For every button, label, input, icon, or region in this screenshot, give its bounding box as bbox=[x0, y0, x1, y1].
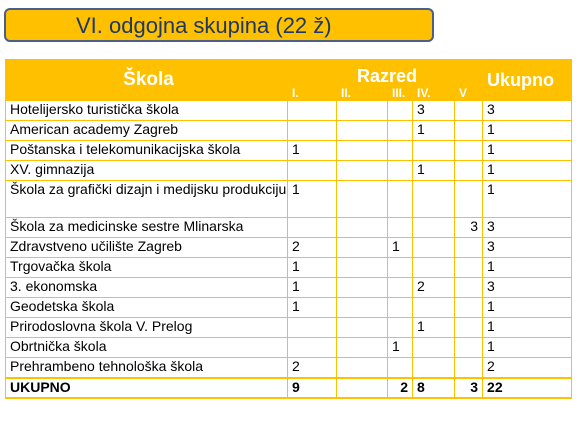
totals-row bbox=[6, 378, 572, 398]
grade-2-count bbox=[337, 141, 388, 161]
grade-5-count: 3 bbox=[455, 218, 483, 238]
school-name: Obrtnička škola bbox=[6, 338, 288, 358]
grade-4-count: 1 bbox=[413, 121, 455, 141]
table-row bbox=[6, 258, 572, 278]
row-total: 1 bbox=[483, 258, 572, 278]
school-name: Hotelijersko turistička škola bbox=[6, 101, 288, 121]
row-total: 1 bbox=[483, 318, 572, 338]
school-name: Poštanska i telekomunikacijska škola bbox=[6, 141, 288, 161]
grade-5-count bbox=[455, 101, 483, 121]
grade-5-count bbox=[455, 318, 483, 338]
grade-2-count bbox=[337, 258, 388, 278]
grade-3-count: 1 bbox=[388, 238, 413, 258]
school-name: Škola za medicinske sestre Mlinarska bbox=[6, 218, 288, 238]
table-row bbox=[6, 358, 572, 378]
table-row bbox=[6, 238, 572, 258]
total-grade-4: 8 bbox=[413, 378, 455, 398]
row-total: 3 bbox=[483, 238, 572, 258]
row-total: 3 bbox=[483, 218, 572, 238]
grade-3-count bbox=[388, 121, 413, 141]
grade-2-count bbox=[337, 318, 388, 338]
grade-3-count bbox=[388, 258, 413, 278]
grade-2-count bbox=[337, 181, 388, 218]
grade-3-count bbox=[388, 181, 413, 218]
school-name: Prehrambeno tehnološka škola bbox=[6, 358, 288, 378]
total-grade-2 bbox=[337, 378, 388, 398]
school-name: American academy Zagreb bbox=[6, 121, 288, 141]
grade-2-count bbox=[337, 218, 388, 238]
table-row bbox=[6, 278, 572, 298]
school-name: XV. gimnazija bbox=[6, 161, 288, 181]
grade-1-count bbox=[288, 101, 337, 121]
table-row bbox=[6, 181, 572, 218]
grade-1-count bbox=[288, 121, 337, 141]
slide-title-box bbox=[4, 8, 434, 42]
grade-4-count: 2 bbox=[413, 278, 455, 298]
table-row bbox=[6, 318, 572, 338]
grade-1-count: 1 bbox=[288, 258, 337, 278]
grade-4-count bbox=[413, 181, 455, 218]
totals-label: UKUPNO bbox=[6, 378, 288, 398]
grade-3-count: 1 bbox=[388, 338, 413, 358]
grade-1-count: 2 bbox=[288, 238, 337, 258]
header-grade-2: II. bbox=[337, 86, 388, 101]
header-school: Škola bbox=[6, 60, 288, 101]
grade-5-count bbox=[455, 181, 483, 218]
grade-1-count: 2 bbox=[288, 358, 337, 378]
grade-2-count bbox=[337, 298, 388, 318]
grade-4-count bbox=[413, 238, 455, 258]
header-grade-4: IV. bbox=[413, 86, 455, 101]
row-total: 1 bbox=[483, 181, 572, 218]
grade-4-count: 3 bbox=[413, 101, 455, 121]
header-grade-5: V bbox=[455, 86, 483, 101]
grand-total: 22 bbox=[483, 378, 572, 398]
table-row bbox=[6, 218, 572, 238]
grade-2-count bbox=[337, 338, 388, 358]
row-total: 2 bbox=[483, 358, 572, 378]
header-total: Ukupno bbox=[483, 60, 572, 101]
grade-5-count bbox=[455, 141, 483, 161]
grade-3-count bbox=[388, 298, 413, 318]
grade-4-count bbox=[413, 298, 455, 318]
row-total: 1 bbox=[483, 121, 572, 141]
grade-4-count bbox=[413, 141, 455, 161]
grade-5-count bbox=[455, 161, 483, 181]
total-grade-3: 2 bbox=[388, 378, 413, 398]
grade-5-count bbox=[455, 338, 483, 358]
table-row bbox=[6, 298, 572, 318]
row-total: 1 bbox=[483, 141, 572, 161]
header-row bbox=[6, 60, 572, 86]
grade-1-count bbox=[288, 218, 337, 238]
row-total: 3 bbox=[483, 101, 572, 121]
grade-5-count bbox=[455, 121, 483, 141]
school-name: 3. ekonomska bbox=[6, 278, 288, 298]
total-grade-1: 9 bbox=[288, 378, 337, 398]
table-row bbox=[6, 101, 572, 121]
grade-5-count bbox=[455, 278, 483, 298]
school-name: Geodetska škola bbox=[6, 298, 288, 318]
grade-3-count bbox=[388, 141, 413, 161]
row-total: 1 bbox=[483, 338, 572, 358]
school-distribution-table bbox=[5, 59, 572, 399]
header-grade-3: III. bbox=[388, 86, 413, 101]
grade-1-count: 1 bbox=[288, 278, 337, 298]
table-row bbox=[6, 121, 572, 141]
grade-2-count bbox=[337, 101, 388, 121]
row-total: 3 bbox=[483, 278, 572, 298]
school-name: Zdravstveno učilište Zagreb bbox=[6, 238, 288, 258]
grade-4-count bbox=[413, 358, 455, 378]
grade-4-count: 1 bbox=[413, 318, 455, 338]
table-row bbox=[6, 161, 572, 181]
grade-4-count bbox=[413, 338, 455, 358]
grade-4-count bbox=[413, 258, 455, 278]
grade-3-count bbox=[388, 161, 413, 181]
school-name: Trgovačka škola bbox=[6, 258, 288, 278]
grade-4-count: 1 bbox=[413, 161, 455, 181]
table-row bbox=[6, 338, 572, 358]
grade-3-count bbox=[388, 318, 413, 338]
grade-5-count bbox=[455, 358, 483, 378]
row-total: 1 bbox=[483, 298, 572, 318]
grade-1-count: 1 bbox=[288, 141, 337, 161]
grade-1-count bbox=[288, 338, 337, 358]
grade-4-count bbox=[413, 218, 455, 238]
header-grade-1: I. bbox=[288, 86, 337, 101]
grade-5-count bbox=[455, 238, 483, 258]
grade-2-count bbox=[337, 161, 388, 181]
school-name: Prirodoslovna škola V. Prelog bbox=[6, 318, 288, 338]
grade-3-count bbox=[388, 101, 413, 121]
grade-1-count bbox=[288, 161, 337, 181]
grade-3-count bbox=[388, 358, 413, 378]
grade-2-count bbox=[337, 358, 388, 378]
grade-2-count bbox=[337, 238, 388, 258]
grade-3-count bbox=[388, 218, 413, 238]
row-total: 1 bbox=[483, 161, 572, 181]
total-grade-5: 3 bbox=[455, 378, 483, 398]
table-row bbox=[6, 141, 572, 161]
grade-1-count: 1 bbox=[288, 298, 337, 318]
grade-3-count bbox=[388, 278, 413, 298]
grade-2-count bbox=[337, 278, 388, 298]
header-razred: Razred bbox=[288, 60, 483, 86]
school-name: Škola za grafički dizajn i medijsku produkciju bbox=[6, 181, 288, 218]
grade-5-count bbox=[455, 258, 483, 278]
grade-1-count: 1 bbox=[288, 181, 337, 218]
grade-5-count bbox=[455, 298, 483, 318]
grade-1-count bbox=[288, 318, 337, 338]
grade-2-count bbox=[337, 121, 388, 141]
slide-title: VI. odgojna skupina (22 ž) bbox=[76, 13, 332, 38]
